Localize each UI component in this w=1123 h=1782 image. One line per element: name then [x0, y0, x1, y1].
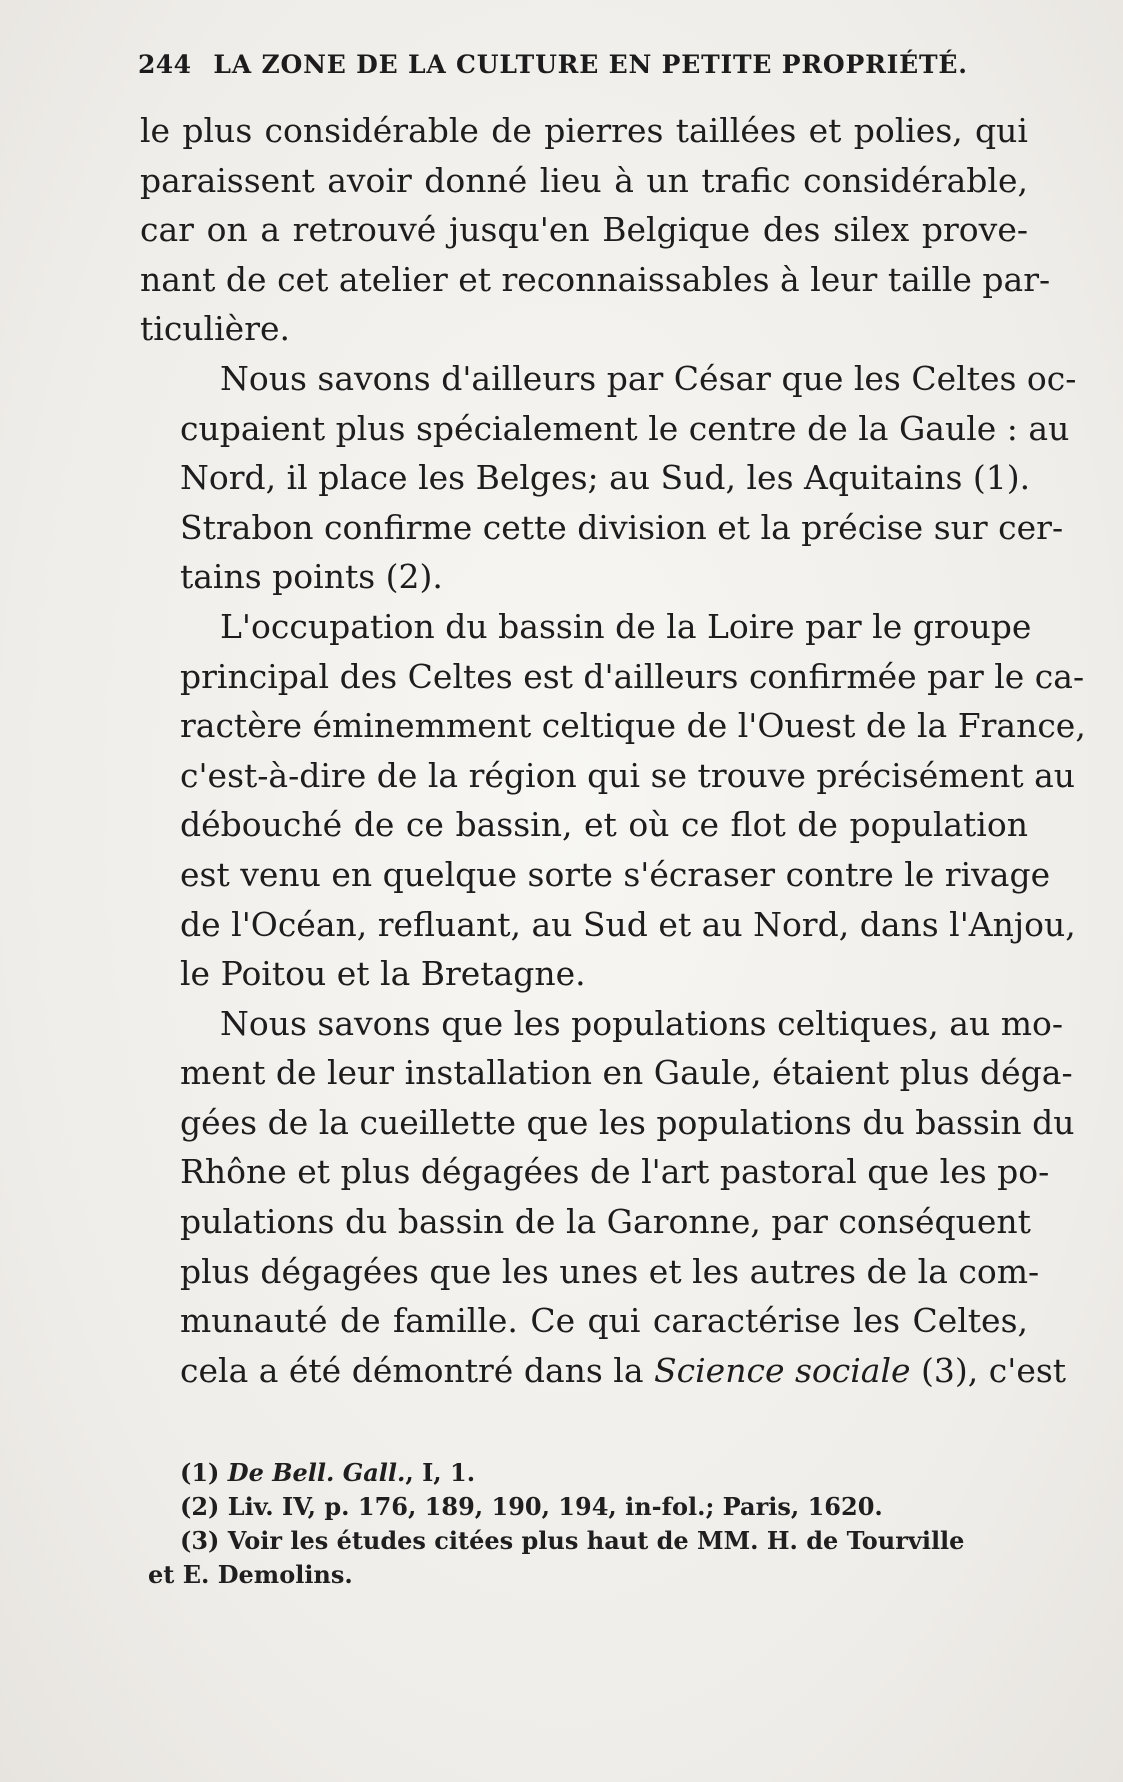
text-line: nant de cet atelier et reconnaissables à leur taille par- — [140, 259, 1051, 299]
text-line: car on a retrouvé jusqu'en Belgique des silex prove- — [140, 210, 1028, 250]
text-line: ment de leur installation en Gaule, étaient plus déga- — [180, 1053, 1073, 1093]
citation-title: De Bell. Gall. — [227, 1458, 406, 1487]
page-number: 244 — [138, 50, 192, 79]
text-line: ticulière. — [140, 309, 290, 349]
text-line: Nous savons d'ailleurs par César que les Celtes oc- — [220, 358, 1077, 398]
text-line: ractère éminemment celtique de l'Ouest de la France, — [180, 706, 1086, 746]
paragraph-4 — [140, 999, 1075, 1396]
text-line: Strabon confirme cette division et la précise sur cer- — [180, 507, 1064, 547]
footnote-text: et E. Demolins. — [148, 1560, 353, 1589]
footnote-text: Liv. IV, p. 176, 189, 190, 194, in-fol.; Paris, 1620. — [227, 1492, 883, 1521]
footnote-marker: (3) — [180, 1526, 220, 1555]
footnote-2 — [148, 1490, 1038, 1524]
text-line: est venu en quelque sorte s'écraser contre le rivage — [180, 854, 1051, 894]
text-line: L'occupation du bassin de la Loire par le groupe — [220, 606, 1032, 646]
footnote-3 — [148, 1524, 1038, 1558]
paragraph-1 — [140, 106, 1051, 354]
footnote-text: Voir les études citées plus haut de MM. H. de Tourville — [227, 1526, 965, 1555]
text-line: le Poitou et la Bretagne. — [180, 954, 586, 994]
text-line: le plus considérable de pierres taillées et polies, qui — [140, 111, 1028, 150]
text-run: cela a été démontré dans la — [180, 1350, 655, 1390]
text-line: munauté de famille. Ce qui caractérise les Celtes, — [180, 1301, 1028, 1341]
text-line: Nord, il place les Belges; au Sud, les Aquitains (1). — [180, 458, 1031, 498]
paragraph-3 — [140, 602, 1086, 999]
text-line: plus dégagées que les unes et les autres de la com- — [180, 1251, 1040, 1291]
text-line: débouché de ce bassin, et où ce flot de population — [180, 805, 1028, 845]
text-line: tains points (2). — [180, 557, 443, 597]
text-line: c'est-à-dire de la région qui se trouve précisément au — [180, 755, 1076, 795]
journal-title: Science sociale — [654, 1350, 911, 1390]
footnotes — [148, 1456, 1038, 1592]
running-title: LA ZONE DE LA CULTURE EN PETITE PROPRIÉTÉ. — [213, 50, 968, 79]
footnote-text: , I, 1. — [405, 1458, 476, 1487]
footnote-marker: (1) — [180, 1458, 220, 1487]
running-head — [138, 50, 998, 79]
text-line — [140, 1346, 1067, 1396]
text-line: gées de la cueillette que les populations du bassin du — [180, 1102, 1075, 1142]
footnote-3-continued — [148, 1558, 1038, 1592]
text-line: paraissent avoir donné lieu à un trafic considérable, — [140, 160, 1028, 200]
text-line: Rhône et plus dégagées de l'art pastoral que les po- — [180, 1152, 1050, 1192]
footnote-marker: (2) — [180, 1492, 220, 1521]
text-run: (3), c'est — [910, 1350, 1067, 1390]
body-text — [140, 106, 1086, 1395]
text-line: cupaient plus spécialement le centre de la Gaule : au — [180, 408, 1070, 448]
footnote-1 — [148, 1456, 1038, 1490]
text-line: de l'Océan, refluant, au Sud et au Nord, dans l'Anjou, — [180, 904, 1076, 944]
text-line: pulations du bassin de la Garonne, par conséquent — [180, 1202, 1031, 1242]
text-line: Nous savons que les populations celtiques, au mo- — [220, 1003, 1064, 1043]
paragraph-2 — [140, 354, 1077, 602]
text-line: principal des Celtes est d'ailleurs confirmée par le ca- — [180, 656, 1085, 696]
